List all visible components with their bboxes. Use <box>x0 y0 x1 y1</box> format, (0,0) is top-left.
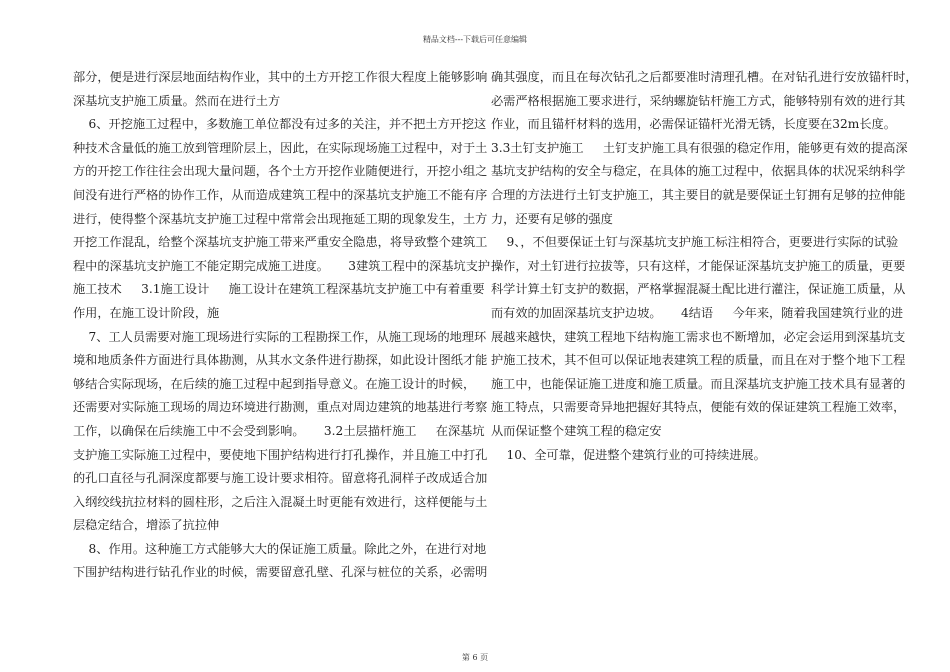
text-line: 的孔口直径与孔洞深度都要与施工设计要求相符。留意将孔洞样子改成适合加 <box>73 471 488 486</box>
text-line: 9、，不但要保证土钉与深基坑支护施工标注相符合，更要进行实际的试验 <box>491 235 899 250</box>
text-line: 开挖工作混乱，给整个深基坑支护施工带来严重安全隐患，将导致整个建筑工 <box>73 235 488 250</box>
text-line: 3.3土钉支护施工 土钉支护施工具有很强的稳定作用，能够更有效的提高深 <box>491 140 908 155</box>
text-line: 深基坑支护施工质量。然而在进行土方 <box>73 93 281 108</box>
paragraph <box>491 444 883 468</box>
text-line: 8、作用。这种施工方式能够大大的保证施工质量。除此之外，在进行对地 <box>73 541 487 556</box>
text-line: 间没有进行严格的协作工作，从而造成建筑工程中的深基坑支护施工不能有序 <box>73 187 488 202</box>
text-line: 施工技术 3.1施工设计 施工设计在建筑工程深基坑支护施工中有着重要 <box>73 282 485 297</box>
paragraph <box>73 326 488 538</box>
text-line: 层稳定结合，增添了抗拉伸 <box>73 518 220 533</box>
text-line: 合理的方法进行土钉支护施工，其主要目的就是要保证土钉拥有足够的拉伸能 <box>491 187 906 202</box>
text-line: 必需严格根据施工要求进行，采纳螺旋钻杆施工方式，能够特别有效的进行其 <box>491 93 906 108</box>
paragraph <box>491 231 906 443</box>
text-line: 6、开挖施工过程中，多数施工单位都没有过多的关注，并不把土方开挖这 <box>73 117 487 132</box>
text-line: 进行，使得整个深基坑支护施工过程中常常会出现拖延工期的现象发生，土方 <box>73 211 488 226</box>
paragraph <box>491 66 918 231</box>
text-line: 境和地质条件方面进行具体勘测，从其水文条件进行勘探，如此设计图纸才能 <box>73 353 488 368</box>
text-line: 操作，对土钉进行拉拔等，只有这样，才能保证深基坑支护施工的质量，更要 <box>491 258 906 273</box>
text-line: 还需要对实际施工现场的周边环境进行勘测，重点对周边建筑的地基进行考察 <box>73 400 488 415</box>
text-line: 力，还要有足够的强度 <box>491 211 613 226</box>
paragraph <box>73 538 488 585</box>
text-line: 10、全可靠，促进整个建筑行业的可持续进展。 <box>491 447 766 462</box>
text-line: 基坑支护结构的安全与稳定，在具体的施工过程中，依据具体的状况采纳科学 <box>491 164 906 179</box>
text-line: 入纲绞线抗拉材料的圆柱形，之后注入混凝土时更能有效进行，这样便能与土 <box>73 494 488 509</box>
text-line: 从而保证整个建筑工程的稳定安 <box>491 423 662 438</box>
page-header: 精品文档---下载后可任意编辑 <box>422 35 528 44</box>
text-line: 作用，在施工设计阶段，施 <box>73 305 220 320</box>
text-line: 7、工人员需要对施工现场进行实际的工程勘探工作，从施工现场的地理环 <box>73 329 487 344</box>
text-line: 确其强度，而且在每次钻孔之后都要准时清理孔槽。在对钻孔进行安放锚杆时， <box>491 70 918 84</box>
paragraph <box>73 113 491 325</box>
left-column <box>73 66 491 585</box>
right-column <box>491 66 918 467</box>
text-line: 方的开挖工作往往会出现大量问题，各个土方开挖作业随便进行，开挖小组之 <box>73 164 488 179</box>
text-line: 下围护结构进行钻孔作业的时候，需要留意孔壁、孔深与桩位的关系，必需明 <box>73 565 488 580</box>
text-line: 部分，便是进行深层地面结构作业，其中的土方开挖工作很大程度上能够影响 <box>73 70 488 84</box>
text-line: 施工中，也能保证施工进度和施工质量。而且深基坑支护施工技术具有显著的 <box>491 376 906 391</box>
text-line: 施工特点，只需要奇异地把握好其特点，便能有效的保证建筑工程施工效率， <box>491 400 906 415</box>
text-line: 科学计算土钉支护的数据，严格掌握混凝土配比进行灌注，保证施工质量，从 <box>491 282 906 297</box>
page-footer: 第 6 页 <box>461 653 489 662</box>
text-line: 够结合实际现场，在后续的施工过程中起到指导意义。在施工设计的时候， <box>73 376 476 391</box>
text-line: 护施工技术，其不但可以保证地表建筑工程的质量，而且在对于整个地下工程 <box>491 353 906 368</box>
text-line: 种技术含量低的施工放到管理阶层上，因此，在实际现场施工过程中，对于土 <box>73 140 488 155</box>
text-line: 展越来越快，建筑工程地下结构施工需求也不断增加，必定会运用到深基坑支 <box>491 329 906 344</box>
text-line: 作业，而且锚杆材料的选用，必需保证锚杆光滑无锈，长度要在32m长度。 <box>491 117 896 132</box>
text-line: 支护施工实际施工过程中，要使地下围护结构进行打孔操作，并且施工中打孔 <box>73 447 488 462</box>
paragraph <box>73 66 488 113</box>
text-line: 而有效的加固深基坑支护边坡。 4结语 今年来，随着我国建筑行业的进 <box>491 305 904 320</box>
text-line: 程中的深基坑支护施工不能定期完成施工进度。 3建筑工程中的深基坑支护 <box>73 258 491 273</box>
text-line: 工作，以确保在后续施工中不会受到影响。 3.2土层描杆施工 在深基坑 <box>73 423 485 438</box>
